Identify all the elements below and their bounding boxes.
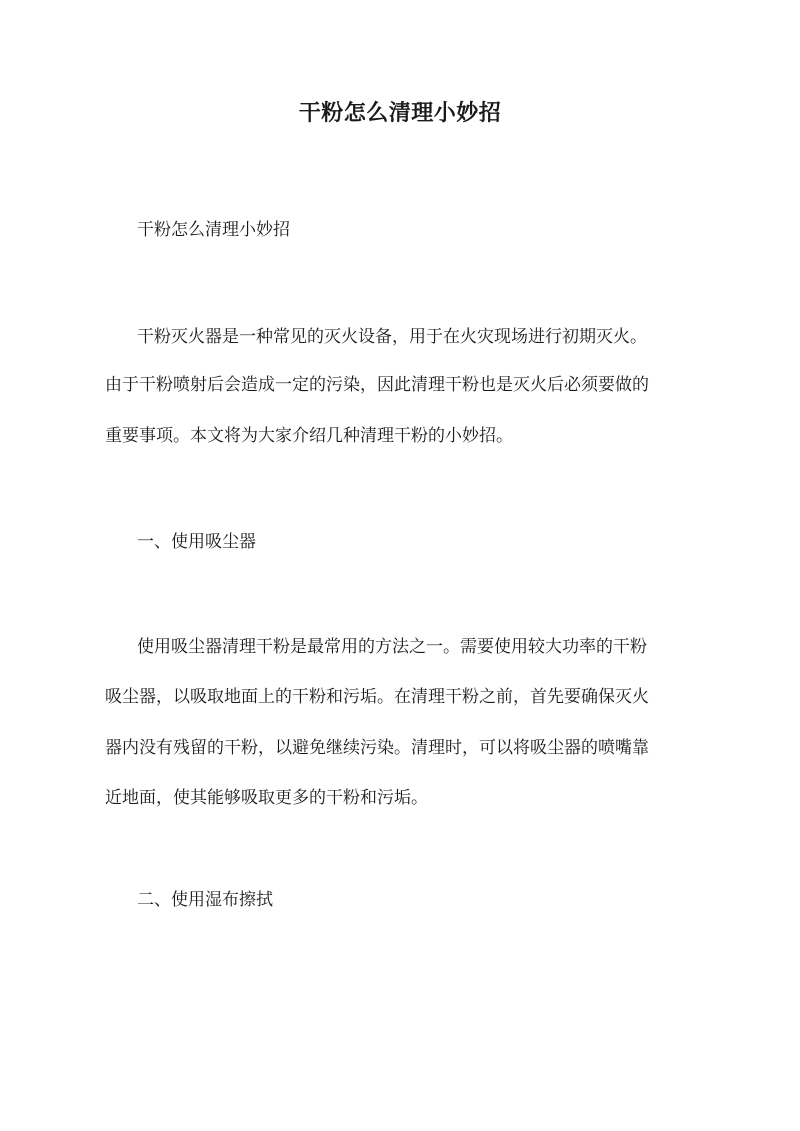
intro-line-1: 干粉灭火器是一种常见的灭火设备，用于在火灾现场进行初期灭火。 <box>137 327 647 347</box>
section1-line-3: 器内没有残留的干粉，以避免继续污染。清理时，可以将吸尘器的喷嘴靠 <box>105 738 649 758</box>
intro-line-2: 由于干粉喷射后会造成一定的污染，因此清理干粉也是灭火后必须要做的 <box>105 375 649 395</box>
intro-line-3: 重要事项。本文将为大家介绍几种清理干粉的小妙招。 <box>105 426 513 446</box>
document-title: 干粉怎么清理小妙招 <box>298 100 502 126</box>
subtitle: 干粉怎么清理小妙招 <box>137 220 290 240</box>
section1-line-2: 吸尘器，以吸取地面上的干粉和污垢。在清理干粉之前，首先要确保灭火 <box>105 687 649 707</box>
section-heading-1: 一、使用吸尘器 <box>137 532 256 552</box>
section-heading-2: 二、使用湿布擦拭 <box>137 890 273 910</box>
section1-line-1: 使用吸尘器清理干粉是最常用的方法之一。需要使用较大功率的干粉 <box>137 637 647 657</box>
section1-line-4: 近地面，使其能够吸取更多的干粉和污垢。 <box>105 788 428 808</box>
